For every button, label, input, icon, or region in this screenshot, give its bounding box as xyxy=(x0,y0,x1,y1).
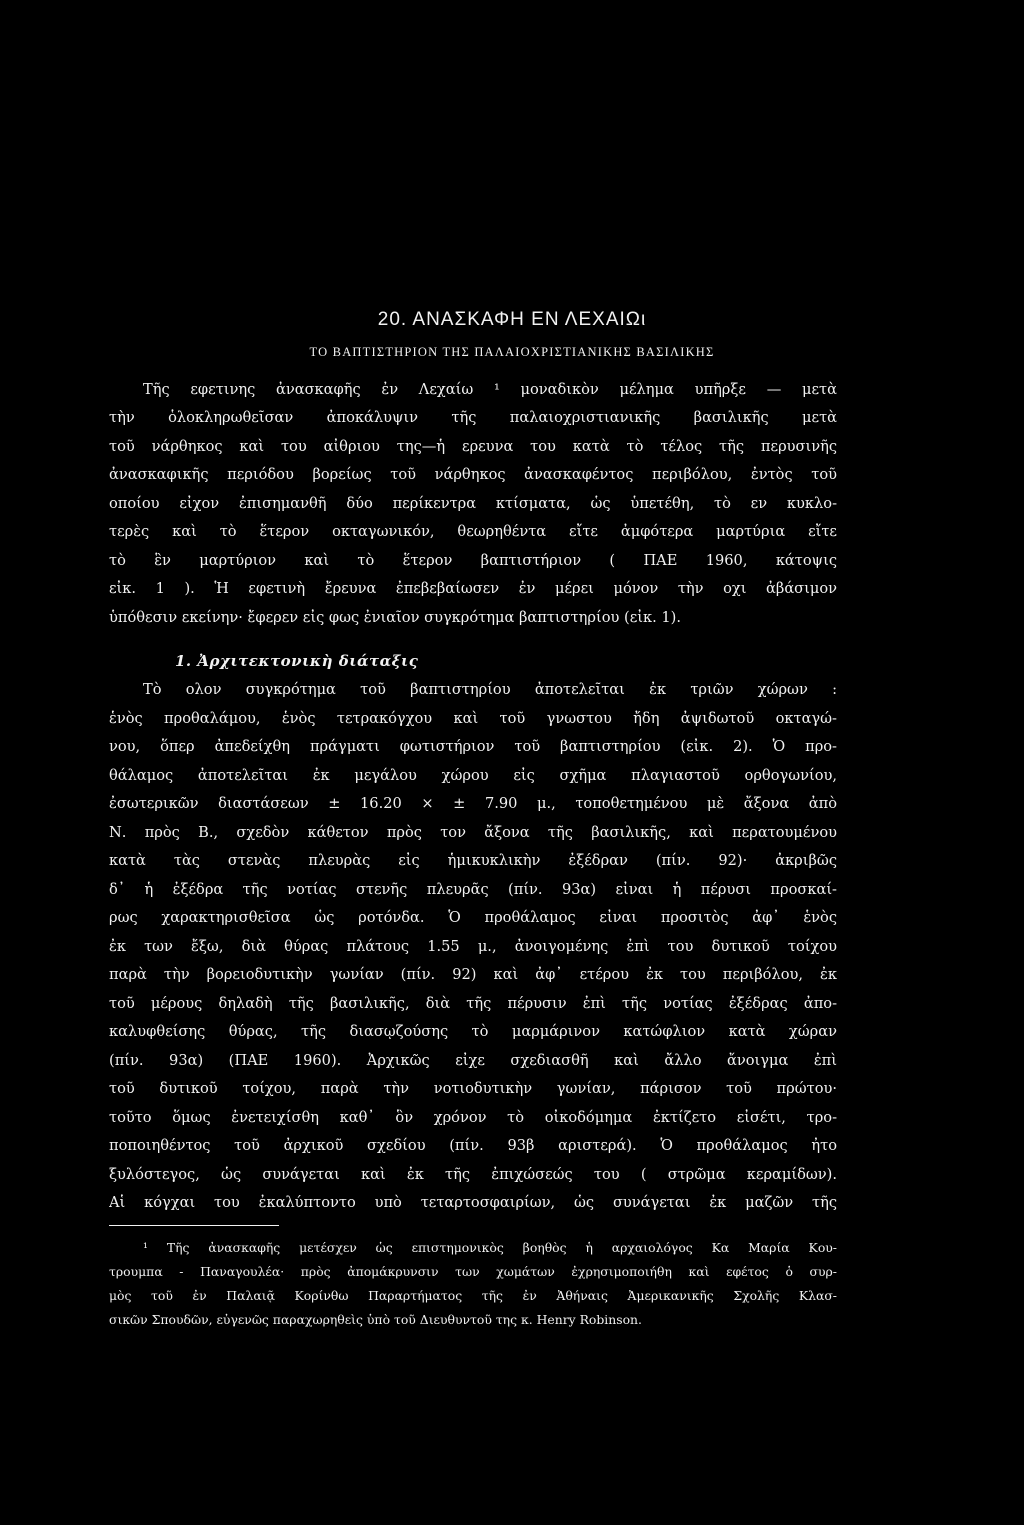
text-line: ἐσωτερικῶν διαστάσεων ± 16.20 × ± 7.90 μ., τοποθετημένου μὲ ἄξονα ἀπὸ xyxy=(109,795,837,812)
text-line: τοῦ δυτικοῦ τοίχου, παρὰ τὴν νοτιοδυτικὴν γωνίαν, πάρισον τοῦ πρώτου· xyxy=(109,1080,837,1097)
footnote-line: τρουμπα - Παναγουλέα· πρὸς ἀπομάκρυνσιν των χωμάτων ἐχρησιμοποιήθη καὶ εφέτος ὁ συρ- xyxy=(109,1264,837,1279)
footnote-line: μὸς τοῦ ἐν Παλαιᾷ Κορίνθω Παραρτήματος τῆς ἐν Ἀθήναις Ἀμερικανικῆς Σχολῆς Κλασ- xyxy=(109,1288,837,1303)
text-line: κατὰ τὰς στενὰς πλευρὰς εἰς ἡμικυκλικὴν ἐξέδραν (πίν. 92)· ἀκριβῶς xyxy=(109,852,837,869)
text-line: ποποιηθέντος τοῦ ἀρχικοῦ σχεδίου (πίν. 93β αριστερά). Ὁ προθάλαμος ἦτο xyxy=(109,1137,837,1154)
text-line: τοῦ μέρους δηλαδὴ τῆς βασιλικῆς, διὰ τῆς πέρυσιν ἐπὶ τῆς νοτίας ἐξέδρας ἀπο- xyxy=(109,995,837,1012)
text-line: Τὸ ολον συγκρότημα τοῦ βαπτιστηρίου ἀποτελεῖται ἐκ τριῶν χώρων : xyxy=(143,681,837,698)
footnote-line: ¹ Τῆς ἀνασκαφῆς μετέσχεν ὡς επιστημονικὸς βοηθὸς ἡ αρχαιολόγος Κα Μαρία Κου- xyxy=(143,1240,837,1255)
text-line: ἀνασκαφικῆς περιόδου βορείως τοῦ νάρθηκος ἀνασκαφέντος περιβόλου, ἐντὸς τοῦ xyxy=(109,466,837,483)
text-line: τοῦ νάρθηκος καὶ του αἰθριου της—ἡ ερευνα του κατὰ τὸ τέλος τῆς περυσινῆς xyxy=(109,438,837,455)
text-line: Τῆς εφετινης ἀνασκαφῆς ἐν Λεχαίω ¹ μοναδικὸν μέλημα υπῆρξε — μετὰ xyxy=(143,381,837,398)
text-line: Αἱ κόγχαι του ἐκαλύπτοντο υπὸ τεταρτοσφαιρίων, ὡς συνάγεται ἐκ μαζῶν τῆς xyxy=(109,1194,837,1211)
text-line: ἐκ των ἔξω, διὰ θύρας πλάτους 1.55 μ., ἀνοιγομένης ἐπὶ του δυτικοῦ τοίχου xyxy=(109,938,837,955)
text-line: τὴν ὁλοκληρωθεῖσαν ἀποκάλυψιν τῆς παλαιοχριστιανικῆς βασιλικῆς μετὰ xyxy=(109,409,837,426)
text-line: τερὲς καὶ τὸ ἕτερον οκταγωνικόν, θεωρηθέντα εἴτε ἀμφότερα μαρτύρια εἴτε xyxy=(109,523,837,540)
text-line: νου, ὅπερ ἀπεδείχθη πράγματι φωτιστήριον τοῦ βαπτιστηρίου (εἰκ. 2). Ὁ προ- xyxy=(109,738,837,755)
text-line: εἰκ. 1 ). Ἡ εφετινὴ ἔρευνα ἐπεβεβαίωσεν ἐν μέρει μόνον τὴν οχι ἀβάσιμον xyxy=(109,580,837,597)
text-line: Ν. πρὸς Β., σχεδὸν κάθετον πρὸς τον ἄξονα τῆς βασιλικῆς, καὶ περατουμένου xyxy=(109,824,837,841)
subsection-title: 1. Ἀρχιτεκτονικὴ διάταξις xyxy=(175,652,419,670)
text-line: ξυλόστεγος, ὡς συνάγεται καὶ ἐκ τῆς ἐπιχώσεώς του ( στρῶμα κεραμίδων). xyxy=(109,1166,837,1183)
text-line: οποίου εἶχον ἐπισημανθῆ δύο περίκεντρα κτίσματα, ὡς ὑπετέθη, τὸ εν κυκλο- xyxy=(109,495,837,512)
text-line: ρως χαρακτηρισθεῖσα ὡς ροτόνδα. Ὁ προθάλαμος εἶναι προσιτὸς ἀφ᾽ ἑνὸς xyxy=(109,909,837,926)
text-line: ἑνὸς προθαλάμου, ἑνὸς τετρακόγχου καὶ τοῦ γνωστου ἤδη ἀψιδωτοῦ οκταγώ- xyxy=(109,710,837,727)
text-line: (πίν. 93α) (ΠΑΕ 1960). Ἀρχικῶς εἶχε σχεδιασθῆ καὶ ἄλλο ἄνοιγμα ἐπὶ xyxy=(109,1052,837,1069)
text-line: καλυφθείσης θύρας, τῆς διασῳζούσης τὸ μαρμάρινον κατώφλιον κατὰ χώραν xyxy=(109,1023,837,1040)
text-line: δ᾽ ἡ ἐξέδρα τῆς νοτίας στενῆς πλευρᾶς (πίν. 93α) εἶναι ἡ πέρυσι προσκαί- xyxy=(109,881,837,898)
text-line: ὑπόθεσιν εκείνην· ἔφερεν εἰς φως ἐνιαῖον συγκρότημα βαπτιστηρίου (εἰκ. 1). xyxy=(109,609,681,626)
section-heading: 20. ΑΝΑΣΚΑΦΗ ΕΝ ΛΕΧΑΙΩι xyxy=(377,309,647,330)
text-line: θάλαμος ἀποτελεῖται ἐκ μεγάλου χώρου εἰς σχῆμα πλαγιαστοῦ ορθογωνίου, xyxy=(109,767,837,784)
footnote-divider xyxy=(109,1225,279,1226)
text-line: παρὰ τὴν βορειοδυτικὴν γωνίαν (πίν. 92) καὶ ἀφ᾽ ετέρου ἐκ του περιβόλου, ἐκ xyxy=(109,966,837,983)
section-subheading: ΤΟ ΒΑΠΤΙΣΤΗΡΙΟΝ ΤΗΣ ΠΑΛΑΙΟΧΡΙΣΤΙΑΝΙΚΗΣ ΒΑΣΙΛΙΚΗΣ xyxy=(309,345,715,359)
text-line: τὸ ἓν μαρτύριον καὶ τὸ ἕτερον βαπτιστήριον ( ΠΑΕ 1960, κάτοψις xyxy=(109,552,837,569)
footnote-line: σικῶν Σπουδῶν, εὐγενῶς παραχωρηθεὶς ὑπὸ τοῦ Διευθυντοῦ της κ. Henry Robinson. xyxy=(109,1312,642,1327)
text-line: τοῦτο ὅμως ἐνετειχίσθη καθ᾽ ὃν χρόνον τὸ οἰκοδόμημα ἐκτίζετο εἰσέτι, τρο- xyxy=(109,1109,837,1126)
